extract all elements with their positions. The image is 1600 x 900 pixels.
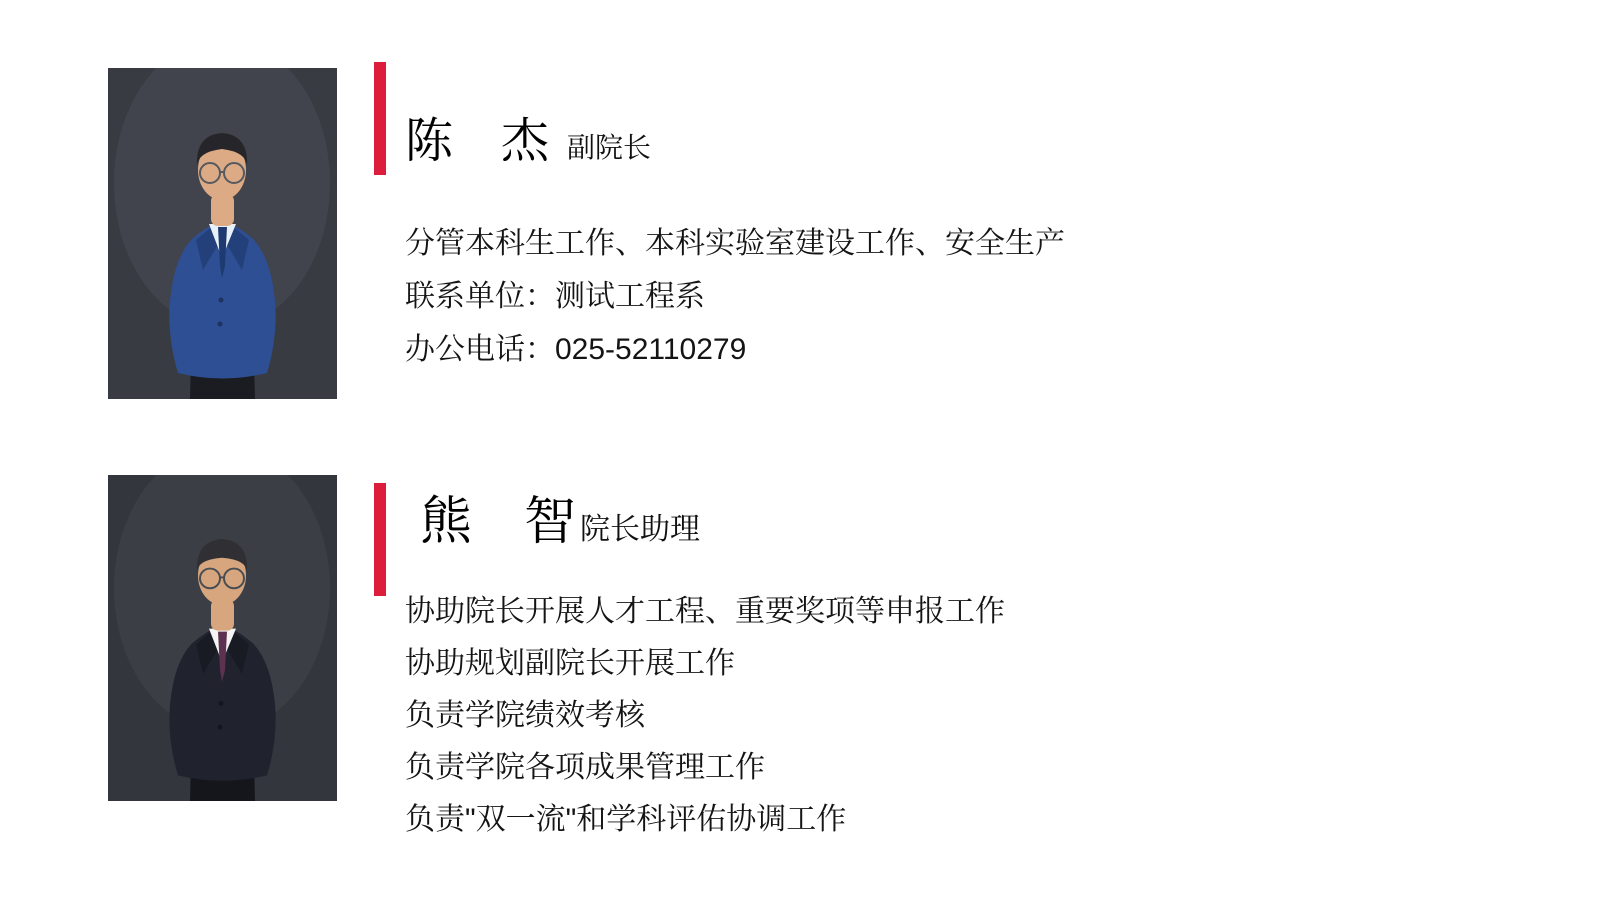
accent-bar	[374, 62, 386, 175]
profile-card-1	[108, 68, 1065, 399]
duty-line: 分管本科生工作、本科实验室建设工作、安全生产	[405, 227, 1065, 260]
portrait-illustration-2	[108, 475, 337, 801]
profile-card-2	[108, 475, 1005, 846]
profile-description	[405, 586, 1005, 846]
portrait-photo-1	[108, 68, 337, 399]
duty-line: 负责学院绩效考核	[405, 699, 645, 732]
jacket-button	[218, 322, 223, 327]
duty-line: 协助院长开展人才工程、重要奖项等申报工作	[405, 595, 1005, 628]
duty-line: 负责学院各项成果管理工作	[405, 751, 765, 784]
person-name: 熊 智	[420, 493, 577, 551]
duty-line: 协助规划副院长开展工作	[405, 647, 735, 680]
jacket-button	[218, 725, 223, 730]
office-phone-line: 办公电话：025-52110279	[405, 333, 747, 366]
duty-line: 负责"双一流"和学科评佑协调工作	[405, 803, 847, 836]
person-title: 副院长	[567, 132, 652, 163]
profile-info-2	[374, 475, 1005, 846]
portrait-photo-2	[108, 475, 337, 801]
profile-description	[405, 217, 1065, 376]
profile-info-1	[374, 68, 1065, 376]
name-line	[420, 479, 1005, 554]
name-line	[405, 102, 1065, 171]
contact-unit-line: 联系单位：测试工程系	[405, 280, 705, 313]
portrait-illustration-1	[108, 68, 337, 399]
jacket-button	[219, 298, 224, 303]
accent-bar	[374, 483, 386, 596]
person-name: 陈 杰	[405, 115, 550, 168]
jacket-button	[219, 701, 224, 706]
person-title: 院长助理	[580, 513, 701, 546]
